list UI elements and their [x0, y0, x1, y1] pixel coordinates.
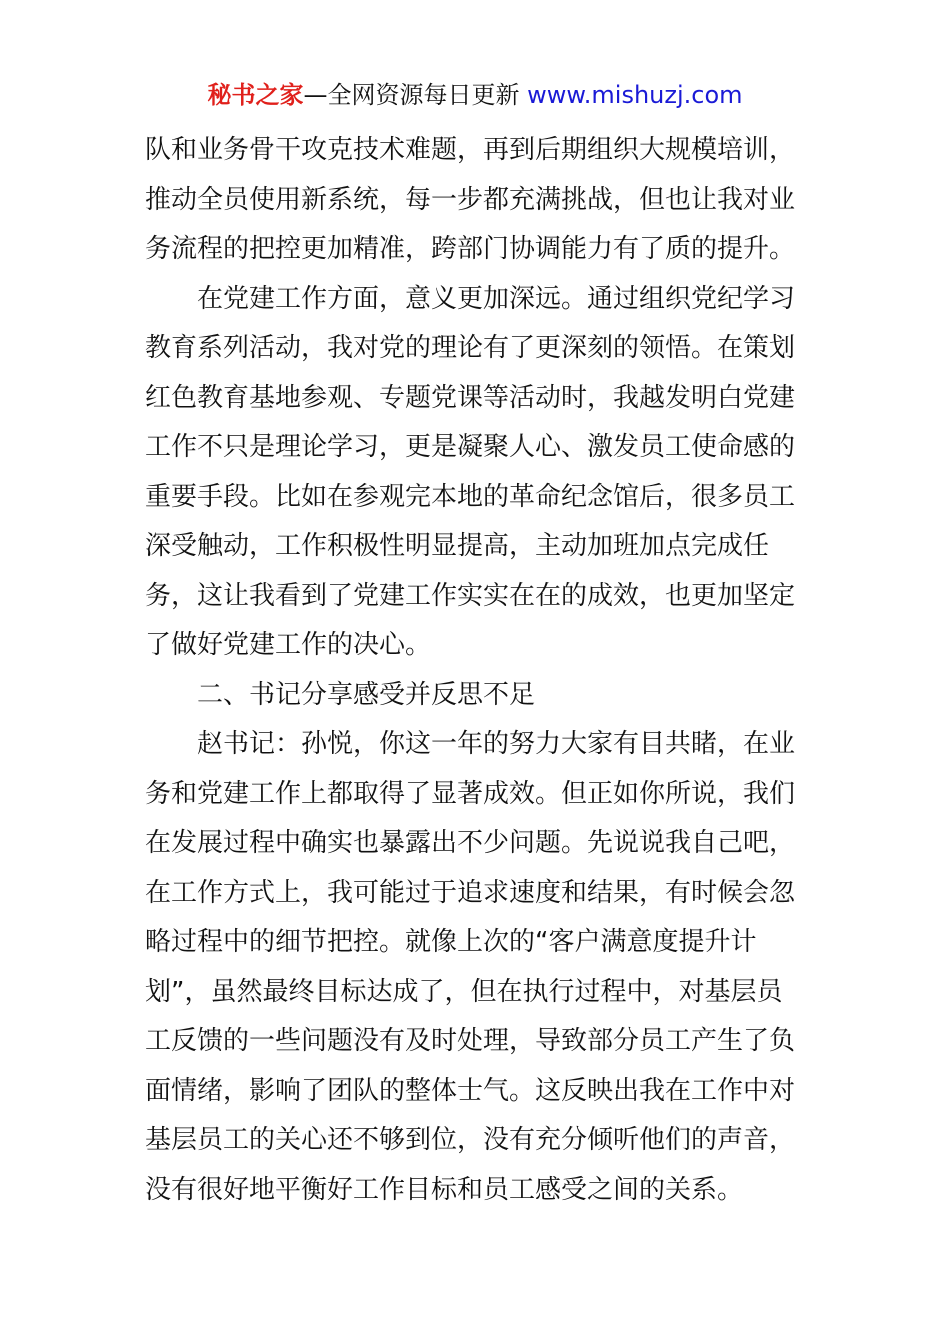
text-line: 务和党建工作上都取得了显著成效。但正如你所说，我们 [145, 778, 796, 809]
text-line: 略过程中的细节把控。就像上次的“客户满意度提升计 [145, 927, 757, 957]
text-line: 红色教育基地参观、专题党课等活动时，我越发明白党建 [145, 382, 796, 413]
site-url-link[interactable]: www.mishuzj.com [527, 81, 743, 109]
section-heading: 二、书记分享感受并反思不足 [197, 679, 536, 710]
text-line: 务流程的把控更加精准，跨部门协调能力有了质的提升。 [145, 234, 796, 264]
text-line: 教育系列活动，我对党的理论有了更深刻的领悟。在策划 [145, 333, 796, 363]
paragraph-start-line: 赵书记：孙悦，你这一年的努力大家有目共睹，在业 [197, 729, 796, 759]
text-line: 在发展过程中确实也暴露出不少问题。先说说我自己吧， [145, 828, 796, 858]
text-line: 了做好党建工作的决心。 [145, 630, 432, 660]
site-tagline: —全网资源每日更新 [303, 81, 520, 109]
text-line: 工反馈的一些问题没有及时处理，导致部分员工产生了负 [145, 1026, 796, 1056]
text-line: 深受触动，工作积极性明显提高，主动加班加点完成任 [145, 531, 770, 561]
text-line: 面情绪，影响了团队的整体士气。这反映出我在工作中对 [145, 1075, 796, 1106]
site-header [0, 78, 950, 112]
text-line: 重要手段。比如在参观完本地的革命纪念馆后，很多员工 [145, 481, 796, 512]
document-body [145, 126, 810, 1215]
paragraph-start-line: 在党建工作方面，意义更加深远。通过组织党纪学习 [197, 283, 796, 314]
text-line: 在工作方式上，我可能过于追求速度和结果，有时候会忽 [145, 877, 796, 908]
text-line: 队和业务骨干攻克技术难题，再到后期组织大规模培训， [145, 135, 796, 165]
text-line: 务，这让我看到了党建工作实实在在的成效，也更加坚定 [145, 580, 796, 611]
text-line: 划”，虽然最终目标达成了，但在执行过程中，对基层员 [145, 976, 783, 1007]
text-line: 工作不只是理论学习，更是凝聚人心、激发员工使命感的 [145, 432, 796, 462]
text-line: 没有很好地平衡好工作目标和员工感受之间的关系。 [145, 1174, 744, 1205]
text-line: 基层员工的关心还不够到位，没有充分倾听他们的声音， [145, 1125, 796, 1155]
site-brand: 秘书之家 [207, 81, 304, 109]
text-line: 推动全员使用新系统，每一步都充满挑战，但也让我对业 [145, 184, 796, 215]
